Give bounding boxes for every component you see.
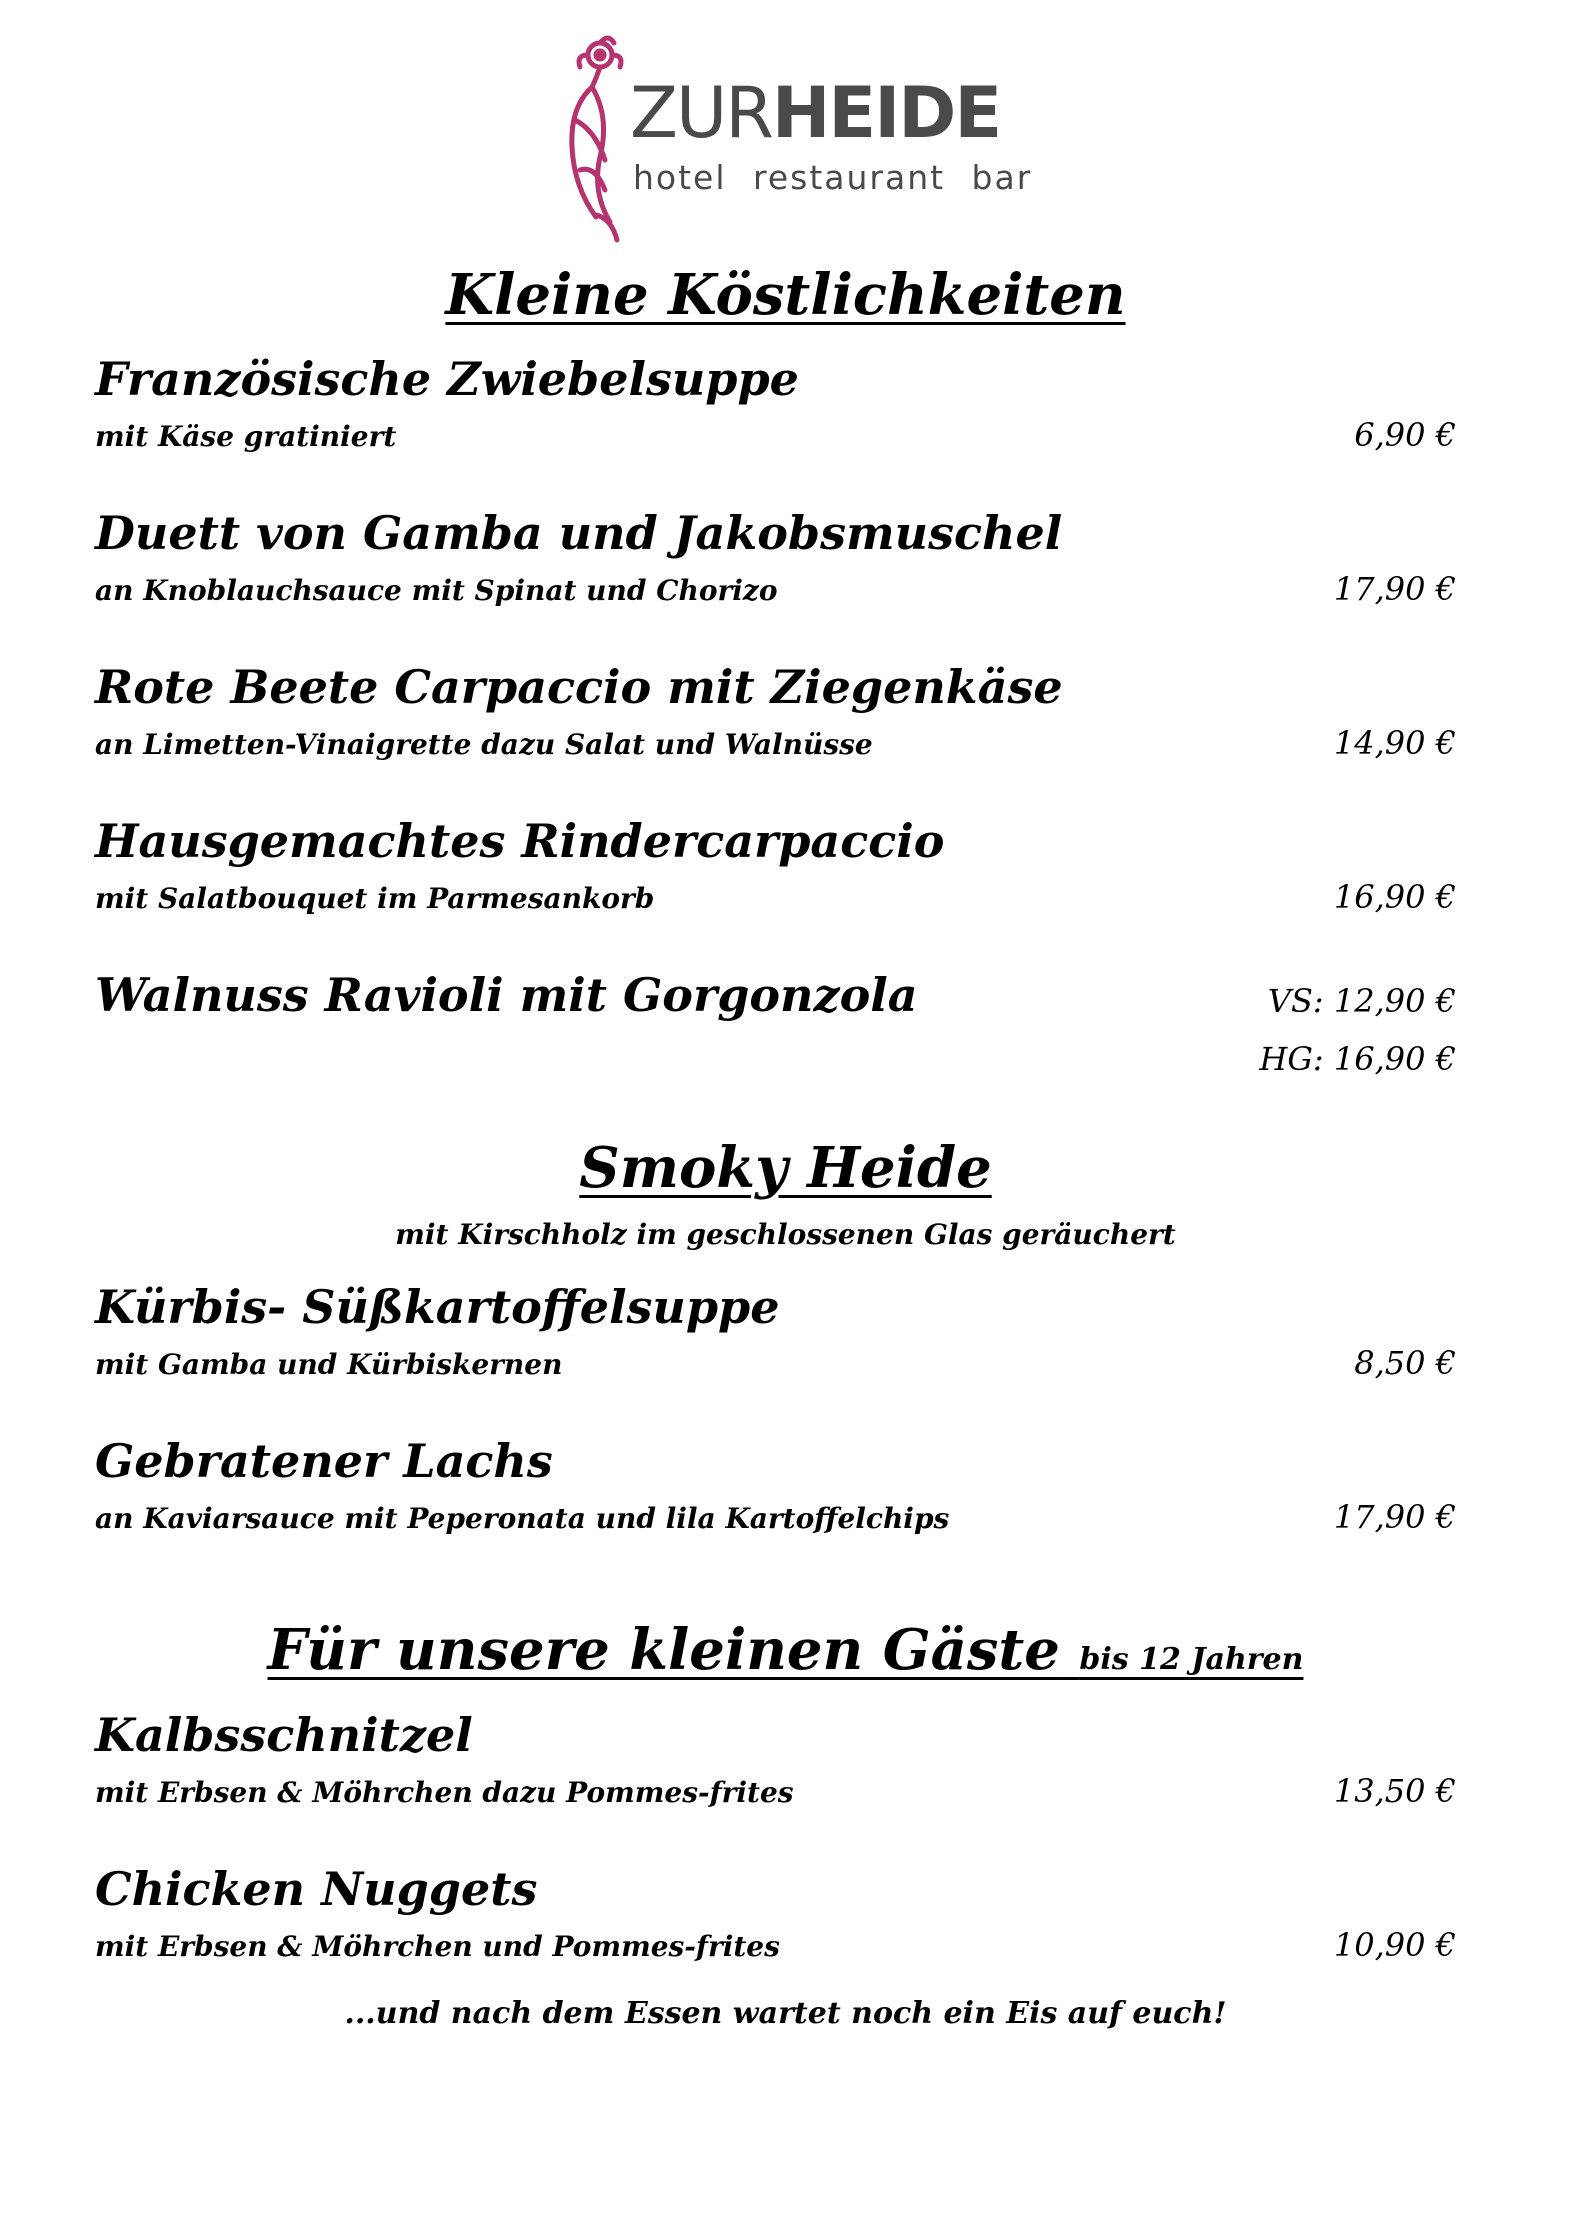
rose-logo-icon (555, 30, 635, 250)
section-subtitle: mit Kirschholz im geschlossenen Glas geräuchert (395, 1218, 1176, 1251)
menu-item-price: 17,90 € (1333, 570, 1456, 608)
section-title-smoky: Smoky Heide (579, 1135, 992, 1201)
hotel-logo (555, 30, 1035, 250)
menu-item-desc: an Knoblauchsauce mit Spinat und Chorizo (95, 574, 778, 607)
menu-item-name: Hausgemachtes Rindercarpaccio (95, 814, 945, 868)
menu-item-price: 17,90 € (1333, 1498, 1456, 1536)
menu-item-price: 14,90 € (1333, 724, 1456, 762)
menu-item-name: Duett von Gamba und Jakobsmuschel (95, 506, 1063, 560)
menu-item-price: 10,90 € (1333, 1926, 1456, 1964)
kids-footnote: ...und nach dem Essen wartet noch ein Eis auf euch! (344, 1996, 1227, 2031)
menu-item-desc: mit Salatbouquet im Parmesankorb (95, 882, 655, 915)
menu-item-name: Chicken Nuggets (95, 1862, 538, 1916)
menu-item-desc: an Kaviarsauce mit Peperonata und lila Kartoffelchips (95, 1502, 950, 1535)
menu-item-price-main: HG: 16,90 € (1259, 1040, 1456, 1078)
menu-item-name: Rote Beete Carpaccio mit Ziegenkäse (95, 660, 1063, 714)
menu-item-name: Kürbis- Süßkartoffelsuppe (95, 1280, 780, 1334)
menu-item-name: Gebratener Lachs (95, 1434, 553, 1488)
menu-item-desc: mit Käse gratiniert (95, 420, 397, 453)
menu-item-desc: an Limetten-Vinaigrette dazu Salat und Walnüsse (95, 728, 873, 761)
menu-item-price-starter: VS: 12,90 € (1267, 982, 1456, 1020)
section-title-kids (0, 1617, 1571, 1683)
menu-item-price: 8,50 € (1354, 1344, 1456, 1382)
section-title-kids-main: Für unsere kleinen Gäste (267, 1617, 1060, 1683)
menu-item-name: Französische Zwiebelsuppe (95, 352, 799, 406)
menu-item-price: 16,90 € (1333, 878, 1456, 916)
logo-wordmark (630, 72, 1001, 154)
section-title-starters: Kleine Köstlichkeiten (445, 262, 1126, 328)
menu-item-price: 13,50 € (1333, 1772, 1456, 1810)
section-title-kids-age: bis 12 Jahren (1079, 1642, 1304, 1677)
menu-item-name: Walnuss Ravioli mit Gorgonzola (95, 968, 918, 1022)
menu-item-desc: mit Erbsen & Möhrchen dazu Pommes-frites (95, 1776, 794, 1809)
logo-word-light: ZUR (630, 72, 772, 154)
menu-item-price: 6,90 € (1354, 416, 1456, 454)
logo-subtitle: hotel restaurant bar (633, 158, 1033, 197)
menu-item-name: Kalbsschnitzel (95, 1708, 473, 1762)
logo-word-heavy: HEIDE (771, 72, 1001, 154)
menu-item-desc: mit Erbsen & Möhrchen und Pommes-frites (95, 1930, 780, 1963)
menu-item-desc: mit Gamba und Kürbiskernen (95, 1348, 563, 1381)
